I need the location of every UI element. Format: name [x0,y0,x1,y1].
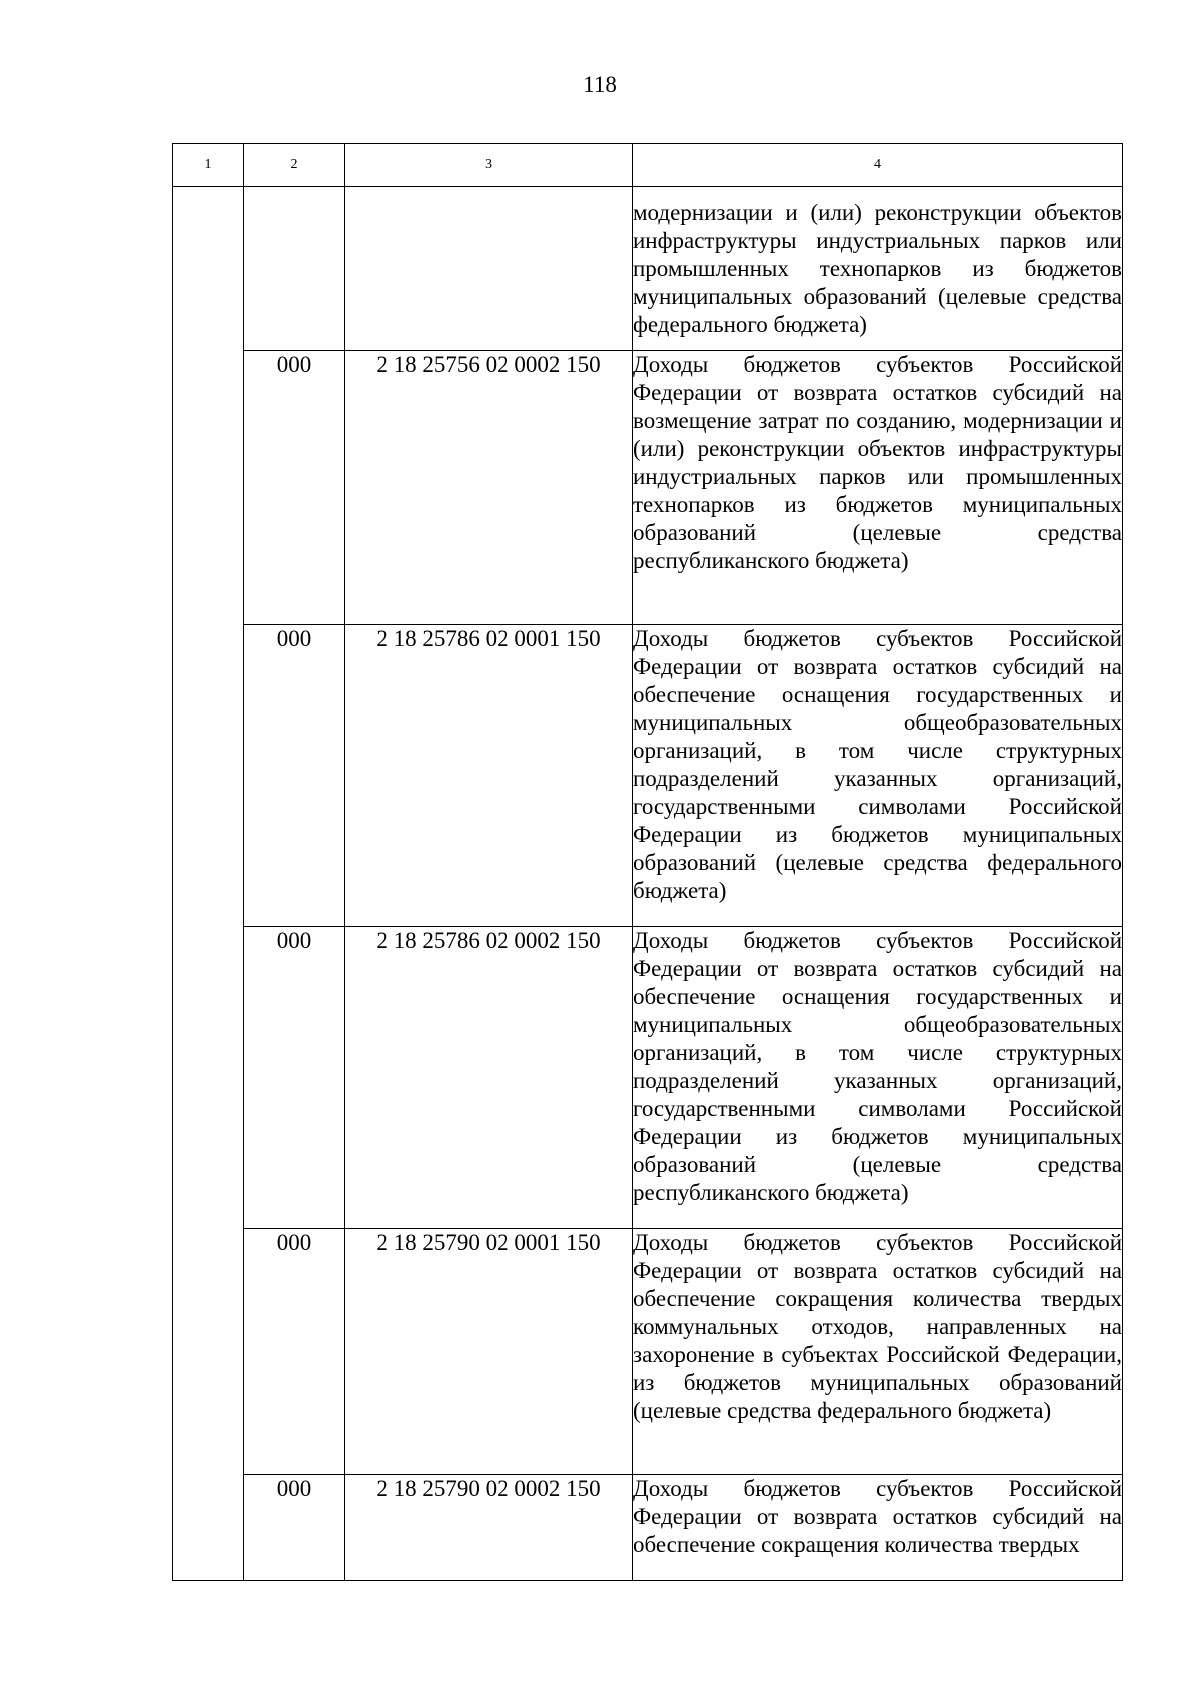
description-cell: Доходы бюджетов субъектов Российской Федерации от возврата остатков субсидий на обеспечение сокращения количества твердых коммунальных отходов, направленных на захоронение в субъектах Российской Федерации, из бюджетов муниципальных образований (целевые средства федерального бюджета) [633,1229,1123,1475]
header-col-2: 2 [244,144,345,187]
table-row [173,351,1123,625]
admin-code-cell: 000 [244,351,345,625]
description-cell: Доходы бюджетов субъектов Российской Федерации от возврата остатков субсидий на обеспечение оснащения государственных и муниципальных общеобразовательных организаций, в том числе структурных подразделений указанных организаций, государственными символами Российской Федерации из бюджетов муниципальных образований (целевые средства республиканского бюджета) [633,927,1123,1229]
budget-code-cell [345,187,633,351]
description-cell: Доходы бюджетов субъектов Российской Федерации от возврата остатков субсидий на обеспечение оснащения государственных и муниципальных общеобразовательных организаций, в том числе структурных подразделений указанных организаций, государственными символами Российской Федерации из бюджетов муниципальных образований (целевые средства федерального бюджета) [633,625,1123,927]
admin-code-cell: 000 [244,1475,345,1581]
budget-code-cell: 2 18 25786 02 0001 150 [345,625,633,927]
empty-column-1-cell [173,187,244,1581]
description-cell: Доходы бюджетов субъектов Российской Федерации от возврата остатков субсидий на возмещение затрат по созданию, модернизации и (или) реконструкции объектов инфраструктуры индустриальных парков или промышленных технопарков из бюджетов муниципальных образований (целевые средства республиканского бюджета) [633,351,1123,625]
header-col-1: 1 [173,144,244,187]
table-row [173,1229,1123,1475]
budget-code-cell: 2 18 25790 02 0001 150 [345,1229,633,1475]
table-row [173,927,1123,1229]
admin-code-cell: 000 [244,927,345,1229]
table-row [173,625,1123,927]
admin-code-cell: 000 [244,625,345,927]
budget-codes-table [172,143,1123,1581]
budget-code-cell: 2 18 25790 02 0002 150 [345,1475,633,1581]
page-number: 118 [583,72,617,97]
description-cell: Доходы бюджетов субъектов Российской Федерации от возврата остатков субсидий на обеспечение сокращения количества твердых [633,1475,1123,1581]
budget-code-cell: 2 18 25786 02 0002 150 [345,927,633,1229]
header-col-4: 4 [633,144,1123,187]
admin-code-cell [244,187,345,351]
admin-code-cell: 000 [244,1229,345,1475]
table-row [173,1475,1123,1581]
budget-code-cell: 2 18 25756 02 0002 150 [345,351,633,625]
table-header-row [173,144,1123,187]
header-col-3: 3 [345,144,633,187]
description-cell: модернизации и (или) реконструкции объектов инфраструктуры индустриальных парков или промышленных технопарков из бюджетов муниципальных образований (целевые средства федерального бюджета) [633,187,1123,351]
table-row [173,187,1123,351]
